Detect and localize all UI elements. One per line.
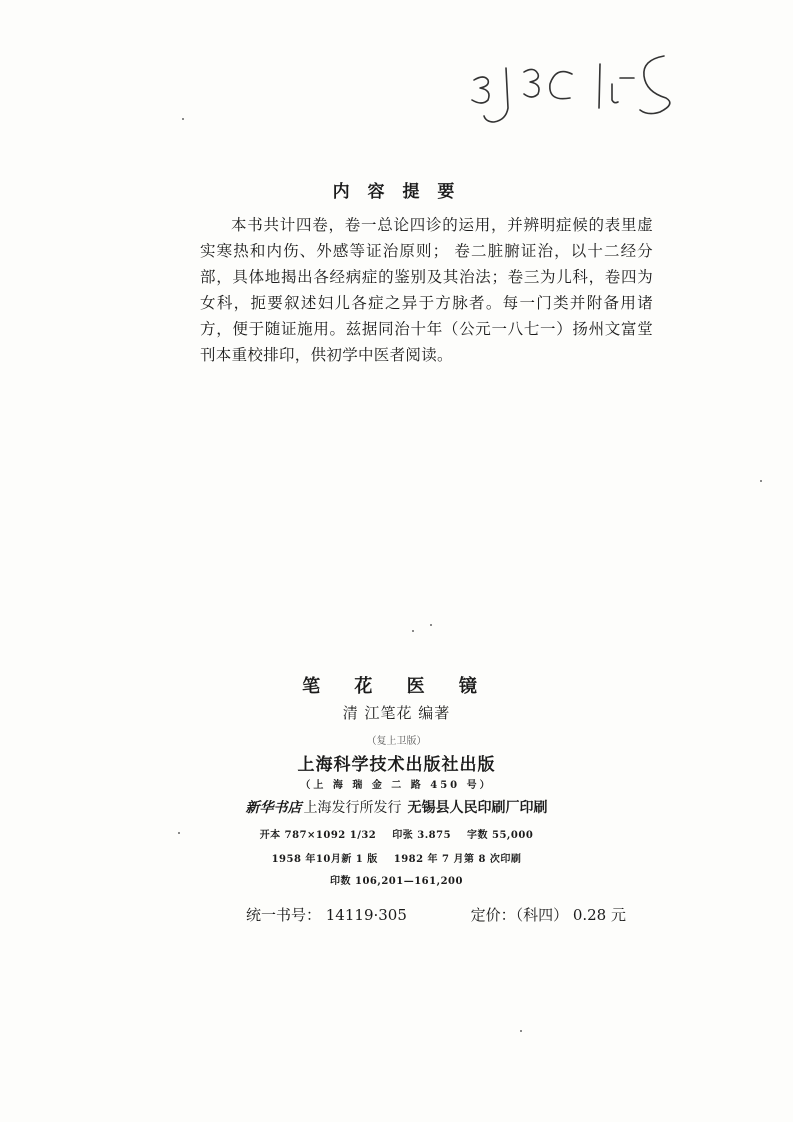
scan-speck [760,480,762,482]
publisher-address: （上 海 瑞 金 二 路 450 号） [300,780,493,791]
distributor: 上海发行所发行 [303,800,402,816]
printing-dates [0,850,793,865]
book-title: 笔 花 医 镜 [302,676,491,697]
print-run: 印数 106,201—161,200 [330,876,463,887]
scan-speck [412,630,414,632]
current-printing-date: 1982 年 7 月第 8 次印刷 [393,854,522,865]
summary-paragraph: 本书共计四卷，卷一总论四诊的运用，并辨明症候的表里虚实寒热和内伤、外感等证治原则； 卷二脏腑证治，以十二经分部，具体地揭出各经病症的鉴别及其治法；卷三为儿科，卷四为女科，扼要叙述妇儿各症之异于方脉者。每一门类并附备用诸方，便于随证施用。兹据同治十年（公元一八七一）扬州文富堂刊本重校排印，供初学中医者阅读。 [200,216,653,364]
summary-title: 内 容 提 要 [332,182,461,202]
summary-body [200,212,653,368]
price: 定价：（科四） 0.28 元 [470,906,626,924]
scan-speck [182,118,184,120]
distribution-line [0,797,793,817]
author-line: 清 江笔花 编著 [342,704,451,722]
edition-note: （复上卫版） [366,736,427,747]
distributor-brand: 新华书店 [245,800,302,816]
first-edition-date: 1958 年10月新 1 版 [271,854,378,865]
scan-speck [178,832,180,834]
unified-book-number: 统一书号： 14119·305 [246,906,407,924]
printer: 无锡县人民印刷厂印刷 [407,800,548,816]
book-number-row [246,904,626,925]
format-specs [0,826,793,841]
format-size: 开本 787×1092 1/32 [259,830,377,841]
scan-speck [430,624,432,626]
word-count: 字数 55,000 [467,830,534,841]
publisher-line: 上海科学技术出版社出版 [297,755,496,775]
scan-speck [520,1030,522,1032]
sheet-count: 印张 3.875 [392,830,452,841]
handwritten-call-number [462,38,692,128]
